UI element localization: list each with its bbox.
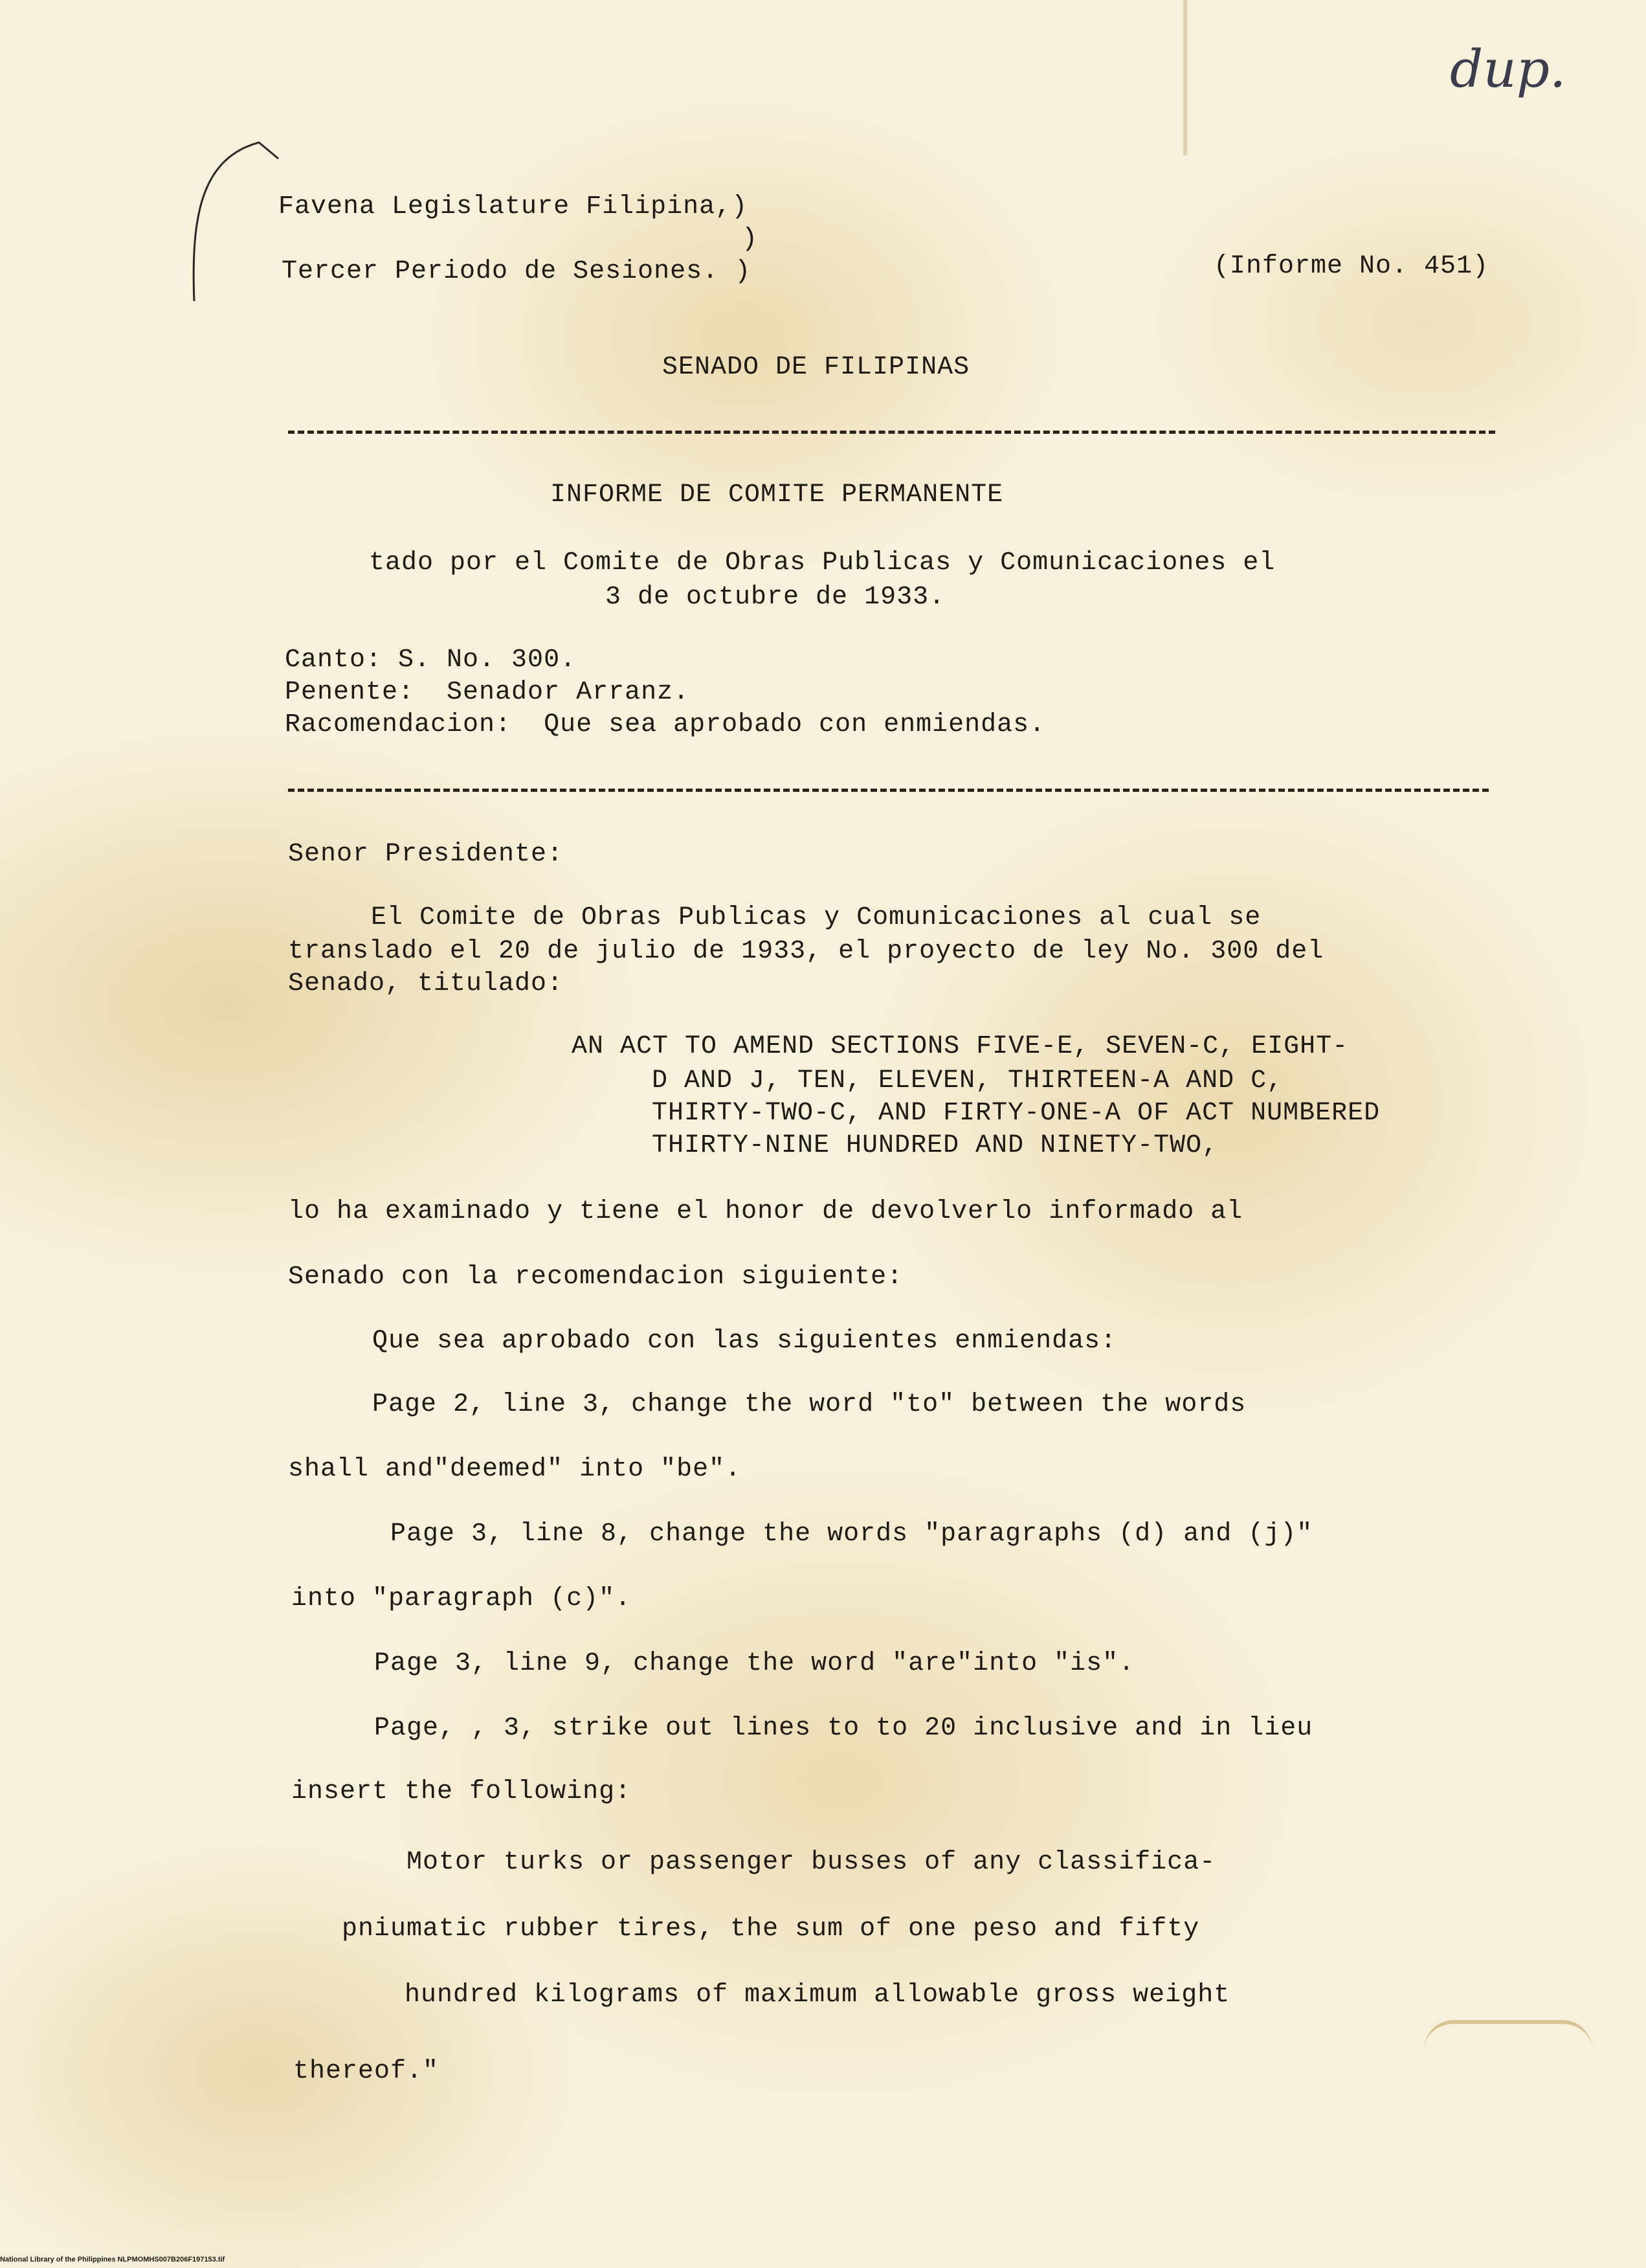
amendment-2-line1: Page 3, line 8, change the words "paragraphs (d) and (j)" bbox=[390, 1520, 1313, 1549]
quote-line3: hundred kilograms of maximum allowable gross weight bbox=[405, 1981, 1230, 2010]
act-title-line3: THIRTY-TWO-C, AND FIRTY-ONE-A OF ACT NUMBERED bbox=[652, 1099, 1381, 1128]
page-title: SENADO DE FILIPINAS bbox=[662, 353, 970, 382]
canto-line: Canto: S. No. 300. bbox=[285, 646, 577, 675]
para2-line1: lo ha examinado y tiene el honor de devolverlo informado al bbox=[288, 1197, 1243, 1226]
para1-line2: translado el 20 de julio de 1933, el proyecto de ley No. 300 del bbox=[288, 937, 1324, 966]
act-title-line2: D AND J, TEN, ELEVEN, THIRTEEN-A AND C, bbox=[652, 1066, 1284, 1095]
amendment-1-line2: shall and"deemed" into "be". bbox=[288, 1455, 742, 1484]
divider-bottom bbox=[288, 789, 1489, 792]
report-number: (Informe No. 451) bbox=[1214, 252, 1489, 281]
recomendacion-line: Racomendacion: Que sea aprobado con enmiendas. bbox=[285, 710, 1046, 739]
act-title-line1: AN ACT TO AMEND SECTIONS FIVE-E, SEVEN-C, EIGHT- bbox=[572, 1032, 1349, 1061]
report-title: INFORME DE COMITE PERMANENTE bbox=[550, 480, 1004, 510]
amendment-1-line1: Page 2, line 3, change the word "to" between the words bbox=[372, 1390, 1247, 1419]
header-legislature: Favena Legislature Filipina,) bbox=[278, 192, 748, 221]
amendment-3: Page 3, line 9, change the word "are"into "is". bbox=[374, 1649, 1135, 1678]
header-bracket: ) bbox=[742, 225, 759, 254]
handwritten-dup-note: dup. bbox=[1450, 39, 1566, 99]
paper-stain bbox=[1424, 2020, 1592, 2050]
scan-footer: National Library of the Philippines NLPMOMHS007B206F197153.tif bbox=[0, 2256, 225, 2263]
ponente-line: Penente: Senador Arranz. bbox=[285, 678, 690, 707]
quote-line1: Motor turks or passenger busses of any classifica- bbox=[406, 1848, 1216, 1877]
amendments-intro: Que sea aprobado con las siguientes enmiendas: bbox=[372, 1327, 1117, 1356]
para1-line1: El Comite de Obras Publicas y Comunicaciones al cual se bbox=[371, 903, 1262, 932]
header-session: Tercer Periodo de Sesiones. ) bbox=[282, 257, 751, 286]
presented-line-1: tado por el Comite de Obras Publicas y Comunicaciones el bbox=[369, 548, 1276, 578]
amendment-4-line1: Page, , 3, strike out lines to to 20 inclusive and in lieu bbox=[374, 1714, 1313, 1743]
para2-line2: Senado con la recomendacion siguiente: bbox=[288, 1263, 904, 1292]
quote-line2: pniumatic rubber tires, the sum of one peso and fifty bbox=[342, 1914, 1200, 1944]
presented-line-2: 3 de octubre de 1933. bbox=[605, 583, 946, 612]
amendment-2-line2: into "paragraph (c)". bbox=[291, 1584, 632, 1613]
salutation: Senor Presidente: bbox=[288, 840, 564, 869]
amendment-4-line2: insert the following: bbox=[291, 1777, 632, 1806]
paper-fold-mark bbox=[1183, 0, 1187, 155]
pencil-bracket-mark bbox=[188, 139, 285, 308]
quote-line4: thereof." bbox=[293, 2057, 439, 2086]
divider-top bbox=[288, 431, 1495, 434]
act-title-line4: THIRTY-NINE HUNDRED AND NINETY-TWO, bbox=[652, 1131, 1219, 1160]
para1-line3: Senado, titulado: bbox=[288, 969, 564, 998]
